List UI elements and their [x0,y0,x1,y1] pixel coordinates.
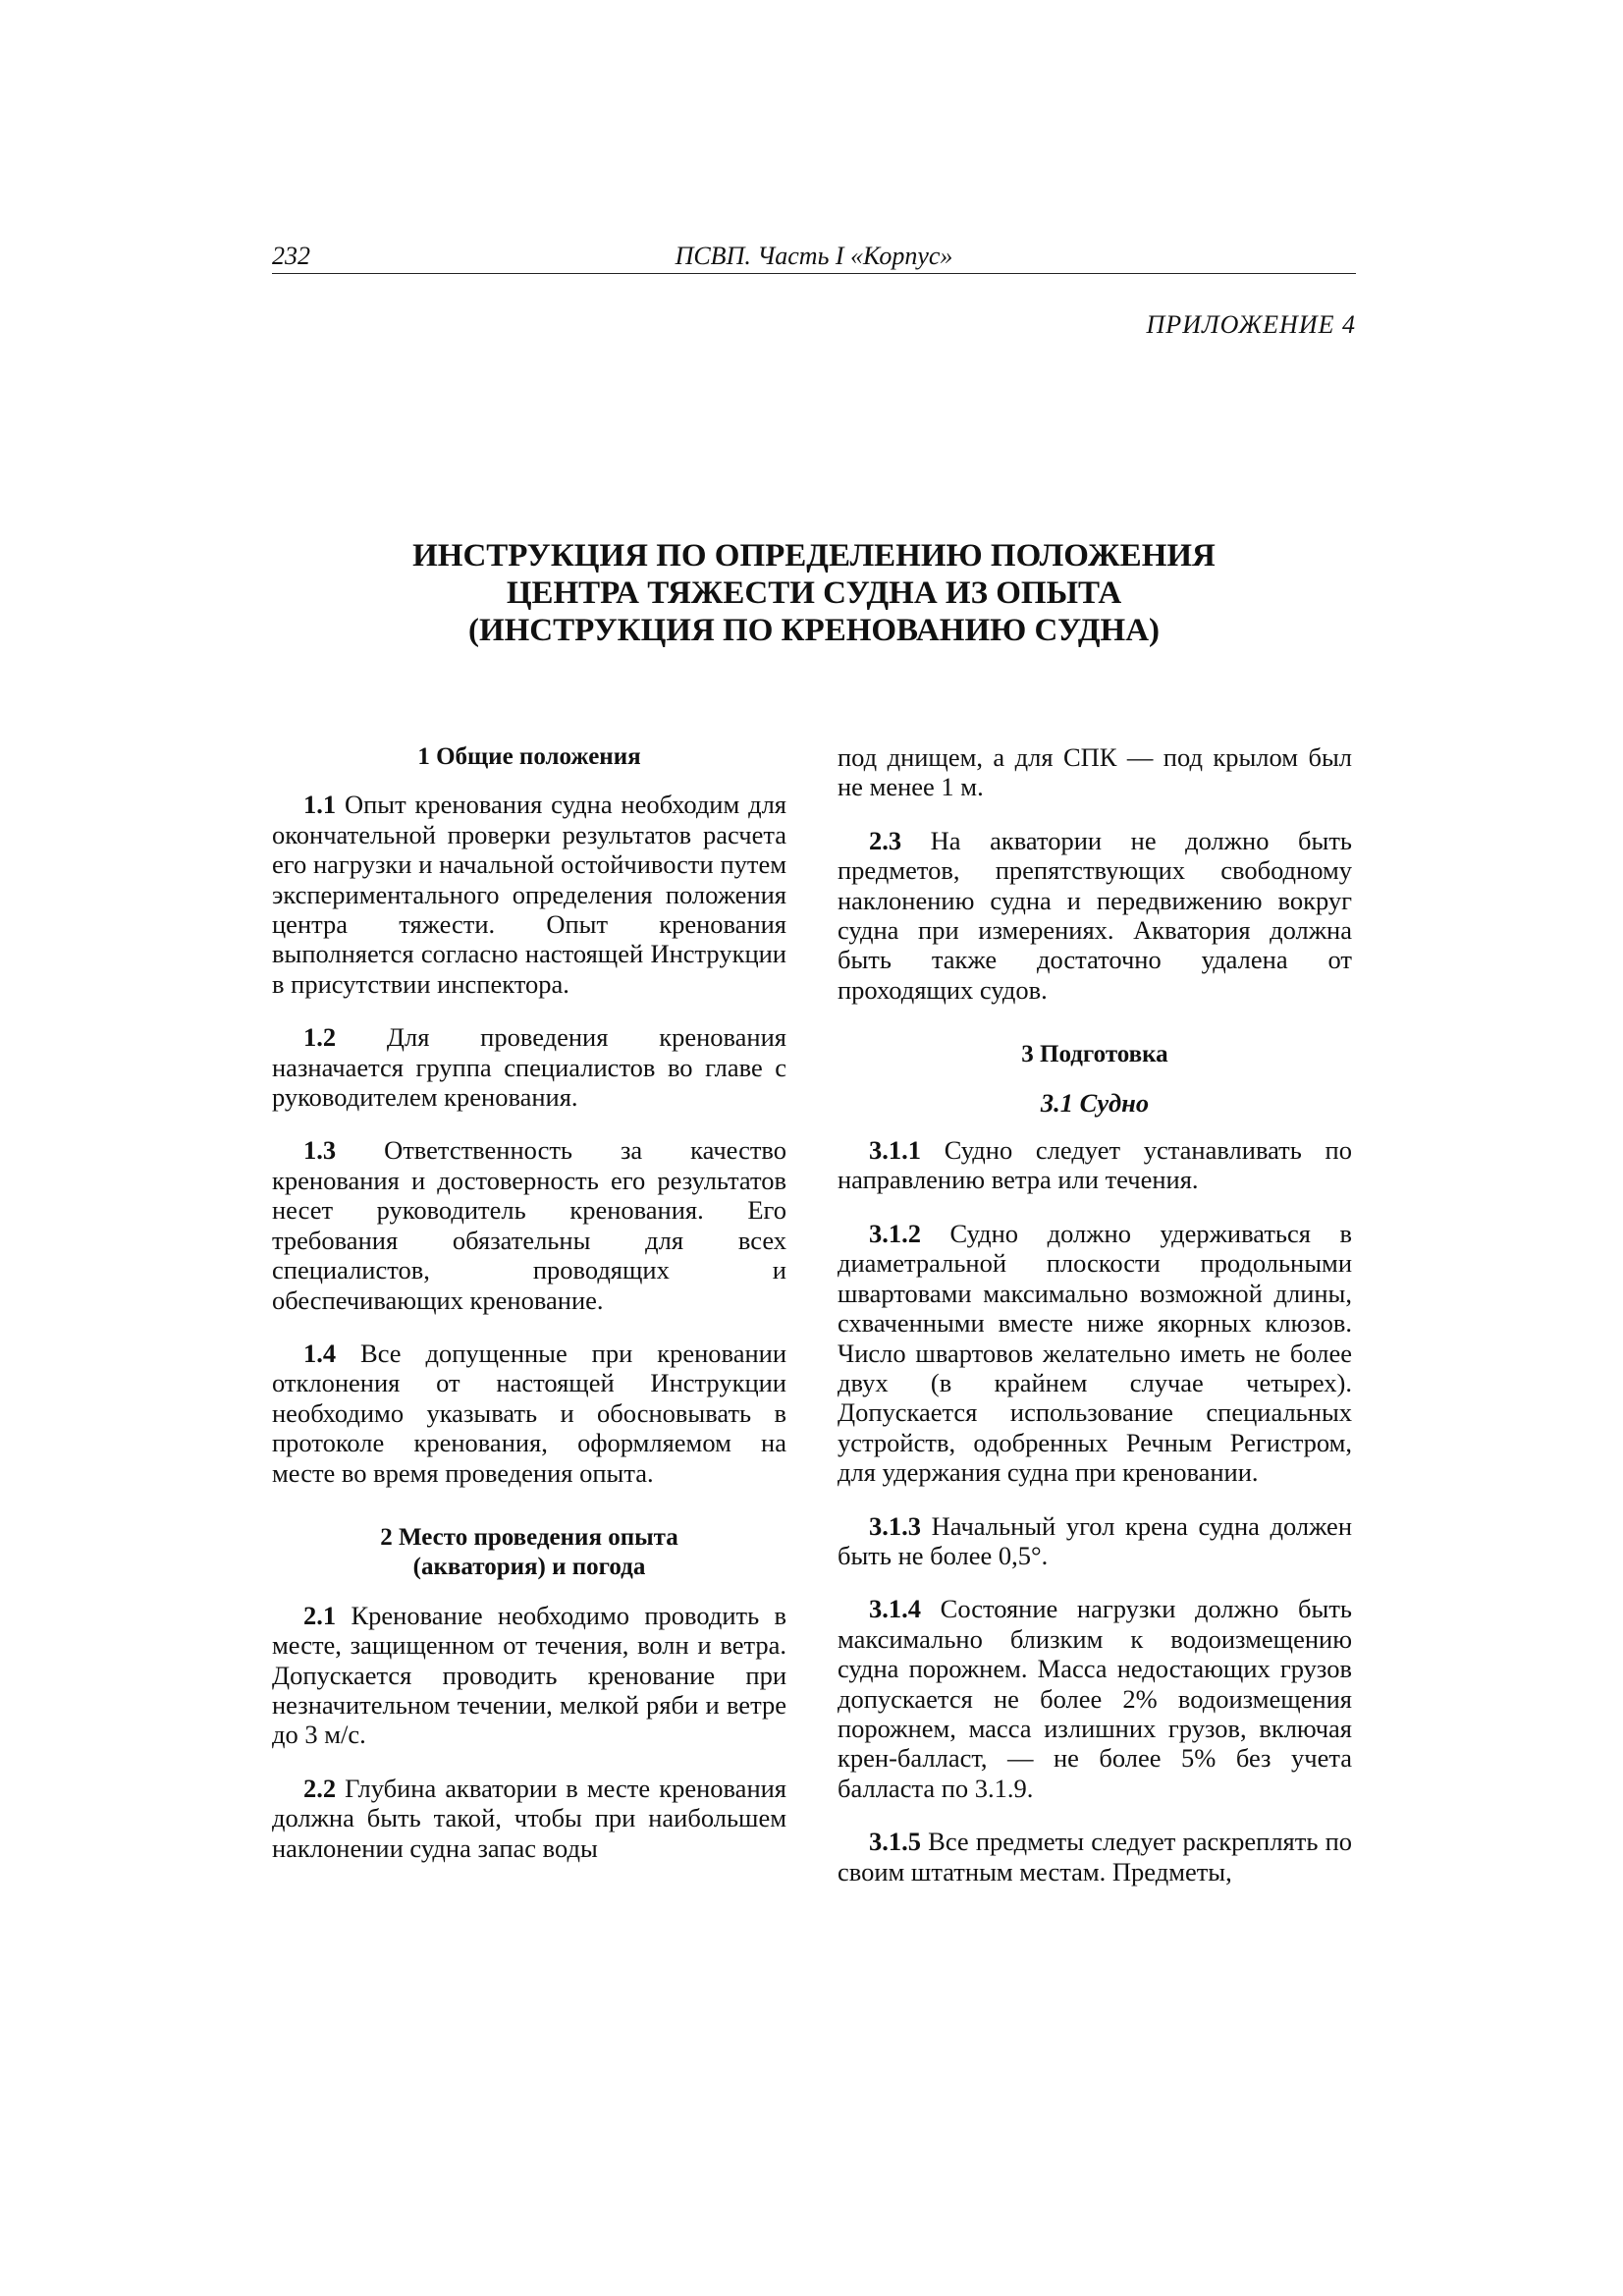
paragraph-number: 1.3 [303,1135,337,1166]
paragraph-text: Кренование необходимо проводить в месте, защищенном от течения, волн и ветра. Допускается проводить кренование при незначительном течении, мелкой ряби и ветре до 3 м/с. [272,1600,786,1750]
paragraph-text: Опыт кренования судна необходим для окончательной проверки результатов расчета его нагрузки и начальной остойчивости путем экспериментального определения положения центра тяжести. Опыт кренования выполняется согласно настоящей Инструкции в присутствии инспектора. [272,790,786,999]
paragraph-text: На акватории не должно быть предметов, препятствующих свободному наклонению судна и передвижению вокруг судна при измерениях. Акватория должна быть также достаточно удалена от проходящих судов. [838,825,1352,1005]
paragraph-text: Все допущенные при креновании отклонения от настоящей Инструкции необходимо указывать и обосновывать в протоколе кренования, оформляемом на месте во время проведения опыта. [272,1338,786,1488]
paragraph-number: 2.3 [869,825,902,855]
left-column [272,742,786,1863]
title-line-2: ЦЕНТРА ТЯЖЕСТИ СУДНА ИЗ ОПЫТА [506,575,1122,611]
section-3-heading: 3 Подготовка [1021,1041,1168,1068]
paragraph-number: 1.1 [303,790,337,820]
paragraph-number: 3.1.2 [869,1218,921,1248]
paragraph-3-1-3 [838,1511,1352,1571]
paragraph-text: Глубина акватории в месте кренования должна быть такой, чтобы при наибольшем наклонении судна запас воды [272,1773,786,1863]
paragraph-number: 3.1.5 [869,1827,921,1857]
paragraph-text: Судно должно удерживаться в диаметральной плоскости продольными швартовами максимально возможной длины, схваченными вместе ниже якорных клюзов. Число швартовов желательно иметь не более двух (в крайнем случае четырех). Допускается использование специальных устройств, одобренных Речным Регистром, для удержания судна при креновании. [838,1218,1352,1488]
paragraph-text: Для проведения кренования назначается группа специалистов во главе с руководителем кренования. [272,1022,786,1113]
paragraph-number: 3.1.4 [869,1594,921,1624]
paragraph-2-1 [272,1601,786,1750]
running-title: ПСВП. Часть I «Корпус» [675,242,953,270]
paragraph-3-1-1 [838,1135,1352,1195]
paragraph-number: 2.2 [303,1773,337,1803]
paragraph-3-1-5 [838,1827,1352,1886]
paragraph-1-2 [272,1022,786,1112]
page-header [272,236,1356,274]
subsection-3-1-heading: 3.1 Судно [1040,1087,1150,1118]
paragraph-2-2 [272,1774,786,1863]
paragraph-text: Начальный угол крена судна должен быть не более 0,5°. [838,1510,1352,1570]
paragraph-1-1 [272,790,786,999]
section-2-heading-line-2: (акватория) и погода [412,1554,646,1581]
paragraph-number: 2.1 [303,1600,337,1630]
section-1-heading: 1 Общие положения [417,743,641,770]
paragraph-3-1-2 [838,1219,1352,1488]
paragraph-1-4 [272,1339,786,1488]
paragraph-2-2-continuation: под днищем, а для СПК — под крылом был не менее 1 м. [838,742,1352,802]
title-line-1: ИНСТРУКЦИЯ ПО ОПРЕДЕЛЕНИЮ ПОЛОЖЕНИЯ [412,538,1216,574]
paragraph-text: Судно следует устанавливать по направлению ветра или течения. [838,1135,1352,1195]
paragraph-number: 3.1.1 [869,1135,921,1166]
paragraph-text: Все предметы следует раскреплять по своим штатным местам. Предметы, [838,1827,1352,1886]
paragraph-number: 1.4 [303,1338,337,1368]
paragraph-number: 1.2 [303,1022,337,1053]
section-2-heading-line-1: 2 Место проведения опыта [380,1523,678,1551]
document-title [272,537,1356,649]
right-column [838,742,1352,1886]
title-line-3: (ИНСТРУКЦИЯ ПО КРЕНОВАНИЮ СУДНА) [467,613,1161,648]
paragraph-text: Ответственность за качество кренования и достоверность его результатов несет руководитель кренования. Его требования обязательны для всех специалистов, проводящих и обеспечивающих кренование. [272,1135,786,1315]
paragraph-text: Состояние нагрузки должно быть максимально близким к водоизмещению судна порожнем. Масса недостающих грузов допускается не более 2% водоизмещения порожнем, масса излишних грузов, включая крен-балласт, — не более 5% без учета балласта по 3.1.9. [838,1594,1352,1803]
paragraph-1-3 [272,1135,786,1314]
appendix-label: ПРИЛОЖЕНИЕ 4 [1146,310,1356,339]
section-2-heading [272,1523,786,1583]
paragraph-2-3 [838,826,1352,1005]
paragraph-number: 3.1.3 [869,1510,921,1541]
paragraph-3-1-4 [838,1594,1352,1803]
page-number: 232 [272,242,310,270]
